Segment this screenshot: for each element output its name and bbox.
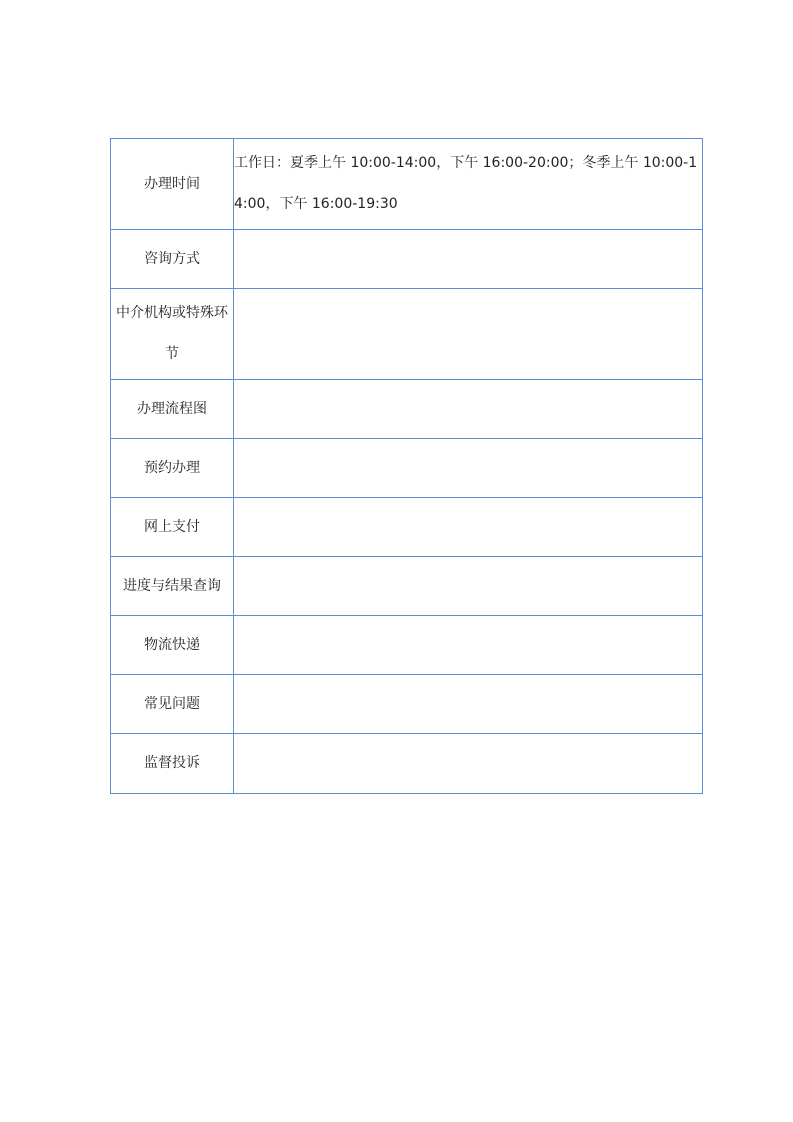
- row-label-supervision: 监督投诉: [111, 734, 234, 794]
- table-row: [111, 380, 703, 439]
- table-row: [111, 439, 703, 498]
- row-label-flowchart: 办理流程图: [111, 380, 234, 439]
- row-label-processing-time: 办理时间: [111, 139, 234, 230]
- table-row: [111, 139, 703, 230]
- table-row: [111, 675, 703, 734]
- row-label-online-payment: 网上支付: [111, 498, 234, 557]
- row-value-intermediary: [234, 289, 703, 380]
- table-row: [111, 230, 703, 289]
- row-label-faq: 常见问题: [111, 675, 234, 734]
- row-label-consultation-method: 咨询方式: [111, 230, 234, 289]
- row-value-faq: [234, 675, 703, 734]
- row-value-processing-time: 工作日：夏季上午 10:00-14:00，下午 16:00-20:00；冬季上午 10:00-14:00，下午 16:00-19:30: [234, 139, 703, 230]
- table-row: [111, 557, 703, 616]
- row-label-logistics: 物流快递: [111, 616, 234, 675]
- table-row: [111, 616, 703, 675]
- row-value-progress-query: [234, 557, 703, 616]
- row-label-appointment: 预约办理: [111, 439, 234, 498]
- row-label-progress-query: 进度与结果查询: [111, 557, 234, 616]
- row-value-online-payment: [234, 498, 703, 557]
- table-row: [111, 289, 703, 380]
- row-label-intermediary: 中介机构或特殊环节: [111, 289, 234, 380]
- table-row: [111, 734, 703, 794]
- table-row: [111, 498, 703, 557]
- row-value-flowchart: [234, 380, 703, 439]
- row-value-consultation-method: [234, 230, 703, 289]
- service-info-table: [110, 138, 703, 794]
- row-value-appointment: [234, 439, 703, 498]
- row-value-supervision: [234, 734, 703, 794]
- row-value-logistics: [234, 616, 703, 675]
